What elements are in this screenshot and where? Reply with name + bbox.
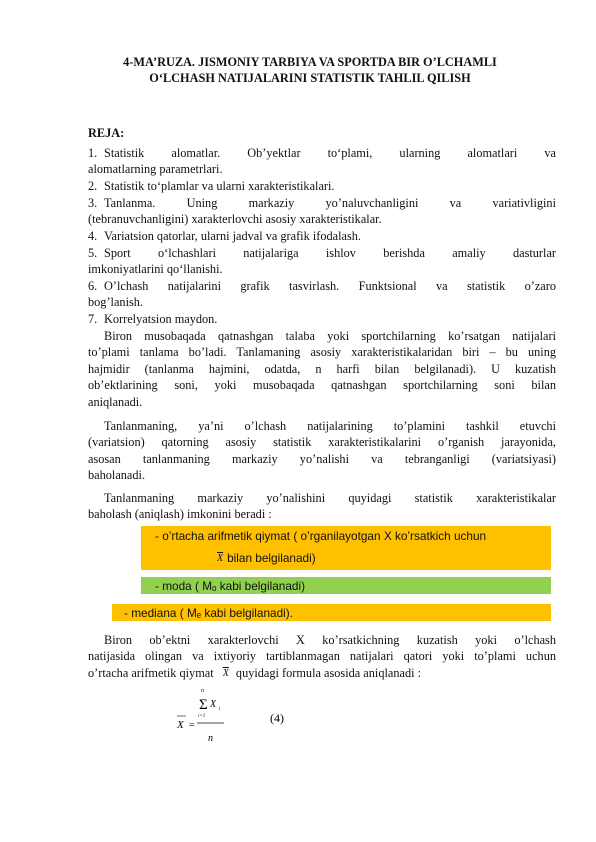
sum-term-subscript: i: [219, 707, 221, 712]
plan-item-3: 3. Tanlanma. Uning markaziy yo’naluvchanligini va variativligini: [88, 196, 556, 210]
paragraph-2-line-4: baholanadi.: [88, 468, 146, 482]
sum-lower-limit: i=1: [198, 714, 206, 719]
plan-item-5-cont: imkoniyatlarini qo‘llanishi.: [88, 262, 223, 276]
plan-item-1-cont: alomatlarning parametrlari.: [88, 162, 223, 176]
plan-item-4: 4. Variatsion qatorlar, ularni jadval va grafik ifodalash.: [88, 229, 361, 243]
title-line-2: O‘LCHASH NATIJALARINI STATISTIK TAHLIL QILISH: [149, 71, 471, 85]
paragraph-4-line-3: o’rtacha arifmetik qiymat $\overline{X}$ quyidagi formula asosida aniqlanadi :: [88, 665, 556, 683]
sum-upper-limit: n: [201, 688, 204, 694]
mean-formula: [172, 686, 312, 746]
sum-term: X: [210, 699, 217, 710]
plan-heading: REJA:: [88, 126, 125, 140]
title-line-1: 4-MA’RUZA. JISMONIY TARBIYA VA SPORTDA BIR O’LCHAMLI: [123, 55, 497, 69]
paragraph-2-line-1: Tanlanmaning, ya’ni o’lchash natijalarining to’plamini tashkil etuvchi: [104, 419, 556, 433]
highlight-mean: - o’rtacha arifmetik qiymat ( o’rganilayotgan X ko’rsatkich uchun $\overline{X}$ bilan belgilanadi): [141, 526, 551, 570]
formula-equals: =: [189, 720, 195, 731]
paragraph-1-line-1: Biron musobaqada qatnashgan talaba yoki sportchilarning ko’rsatgan natijalari: [104, 329, 556, 343]
plan-item-1: 1. Statistik alomatlar. Ob’yektlar to‘plami, ularning alomatlari va: [88, 146, 556, 160]
paragraph-1-line-5: aniqlanadi.: [88, 395, 143, 409]
paragraph-2-line-2: (variatsion) qatorning asosiy statistik xarakteristikalarini o’rganish jarayonida,: [88, 435, 556, 449]
paragraph-1-line-3: hajmidir (tanlanma hajmini, odatda, n harfi bilan belgilanadi). U kuzatish: [88, 362, 556, 376]
plan-item-7: 7. Korrelyatsion maydon.: [88, 312, 218, 326]
paragraph-4-line-1: Biron ob’ektni xarakterlovchi X ko’rsatkichning kuzatish yoki o’lchash: [104, 633, 556, 647]
formula-lhs: X: [177, 719, 184, 731]
paragraph-3-line-2: baholash (aniqlash) imkonini beradi :: [88, 507, 272, 521]
plan-item-3-cont: (tebranuvchanligini) xarakterlovchi asosiy xarakteristikalar.: [88, 212, 382, 226]
plan-item-2: 2. Statistik to‘plamlar va ularni xarakteristikalari.: [88, 179, 335, 193]
highlight-mode: - moda ( Mₒ kabi belgilanadi): [141, 577, 551, 594]
plan-item-6-cont: bog’lanish.: [88, 295, 143, 309]
formula-denominator: n: [208, 733, 213, 744]
lecture-title: [60, 54, 560, 86]
paragraph-4-line-2: natijasida olingan va ixtiyoriy tartiblanmagan natijalari qatori yoki to’plami uchun: [88, 649, 556, 663]
mean-symbol: $\overline{X}$: [217, 553, 224, 564]
sum-sign: Σ: [199, 697, 208, 713]
plan-item-5: 5. Sport o‘lchashlari natijalariga ishlov berishda amaliy dasturlar: [88, 246, 556, 260]
highlight-median: - mediana ( Mₑ kabi belgilanadi).: [112, 604, 551, 621]
paragraph-2-line-3: asosan tanlanmaning markaziy yo’nalishi va tebranganligi (variatsiyasi): [88, 452, 556, 466]
inline-mean-symbol: $\overline{X}$: [222, 668, 229, 679]
paragraph-1-line-4: ob’ektlarining soni, yoki musobaqada qatnashgan sportchilarning soni bilan: [88, 378, 556, 392]
formula-number: (4): [270, 711, 284, 725]
plan-item-6: 6. O’lchash natijalarini grafik tasvirlash. Funktsional va statistik o’zaro: [88, 279, 556, 293]
paragraph-1-line-2: to’plami tanlama bo’ladi. Tanlamaning asosiy xarakteristikalaridan biri – bu uning: [88, 345, 556, 359]
paragraph-3-line-1: Tanlanmaning markaziy yo’nalishini quyidagi statistik xarakteristikalar: [104, 491, 556, 505]
